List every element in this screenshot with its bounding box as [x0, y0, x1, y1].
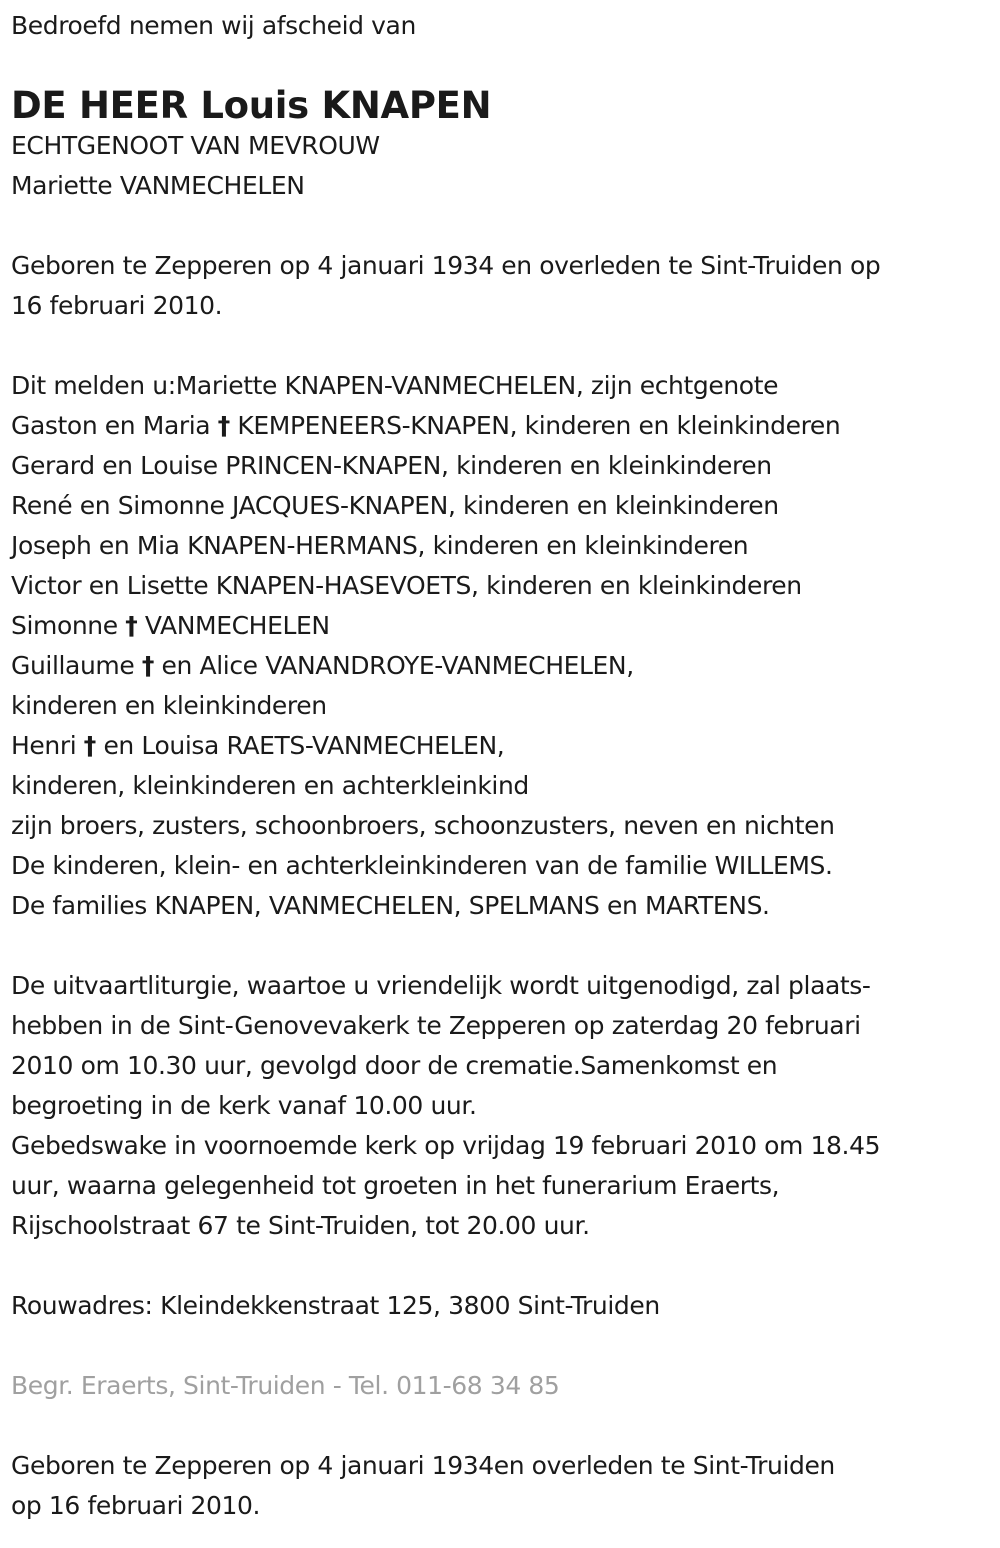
family-text: en Louisa RAETS-VANMECHELEN,: [95, 731, 505, 760]
family-text: Gaston en Maria: [11, 411, 218, 440]
family-text: VANMECHELEN: [137, 611, 330, 640]
family-line: Dit melden u:Mariette KNAPEN-VANMECHELEN, zijn echtgenote: [11, 371, 779, 400]
deceased-name: DE HEER Louis KNAPEN: [11, 84, 492, 127]
family-text: Henri: [11, 731, 84, 760]
family-line: [11, 606, 986, 646]
family-line: kinderen, kleinkinderen en achterkleinkind: [11, 771, 529, 800]
family-text: en Alice VANANDROYE-VANMECHELEN,: [154, 651, 634, 680]
obituary-notice: [11, 6, 986, 1526]
funeral-line: 2010 om 10.30 uur, gevolgd door de crematie.Samenkomst en: [11, 1051, 778, 1080]
family-line: Gerard en Louise PRINCEN-KNAPEN, kinderen en kleinkinderen: [11, 451, 772, 480]
family-text: Guillaume: [11, 651, 142, 680]
spacer: [11, 46, 986, 86]
spacer: [11, 326, 986, 366]
birth-death-line-1: Geboren te Zepperen op 4 januari 1934 en overleden te Sint-Truiden op: [11, 251, 881, 280]
funeral-line: uur, waarna gelegenheid tot groeten in het funerarium Eraerts,: [11, 1171, 780, 1200]
family-line: René en Simonne JACQUES-KNAPEN, kinderen en kleinkinderen: [11, 491, 779, 520]
cross-icon: †: [125, 611, 138, 640]
family-line: [11, 726, 986, 766]
mourning-address: Rouwadres: Kleindekkenstraat 125, 3800 Sint-Truiden: [11, 1291, 660, 1320]
spacer: [11, 1326, 986, 1366]
footer-birth-death-line-1: Geboren te Zepperen op 4 januari 1934en overleden te Sint-Truiden: [11, 1451, 835, 1480]
family-line: Victor en Lisette KNAPEN-HASEVOETS, kinderen en kleinkinderen: [11, 571, 802, 600]
spouse-line-2: Mariette VANMECHELEN: [11, 171, 305, 200]
spacer: [11, 1406, 986, 1446]
funeral-line: begroeting in de kerk vanaf 10.00 uur.: [11, 1091, 477, 1120]
birth-death-line-2: 16 februari 2010.: [11, 291, 223, 320]
spouse-line-1: ECHTGENOOT VAN MEVROUW: [11, 131, 380, 160]
spacer: [11, 926, 986, 966]
intro-text: Bedroefd nemen wij afscheid van: [11, 11, 416, 40]
cross-icon: †: [83, 731, 96, 760]
undertaker-info: Begr. Eraerts, Sint-Truiden - Tel. 011-68 34 85: [11, 1371, 560, 1400]
family-line: [11, 406, 986, 446]
footer-birth-death-line-2: op 16 februari 2010.: [11, 1491, 261, 1520]
family-line: zijn broers, zusters, schoonbroers, schoonzusters, neven en nichten: [11, 811, 835, 840]
spacer: [11, 206, 986, 246]
spacer: [11, 1246, 986, 1286]
family-line: [11, 646, 986, 686]
family-text: KEMPENEERS-KNAPEN, kinderen en kleinkinderen: [229, 411, 841, 440]
cross-icon: †: [141, 651, 155, 680]
funeral-line: Rijschoolstraat 67 te Sint-Truiden, tot 20.00 uur.: [11, 1211, 590, 1240]
family-line: Joseph en Mia KNAPEN-HERMANS, kinderen en kleinkinderen: [11, 531, 749, 560]
funeral-line: Gebedswake in voornoemde kerk op vrijdag 19 februari 2010 om 18.45: [11, 1131, 881, 1160]
family-line: De kinderen, klein- en achterkleinkinderen van de familie WILLEMS.: [11, 851, 833, 880]
funeral-info: [11, 966, 986, 1246]
family-list: [11, 366, 986, 926]
cross-icon: †: [217, 411, 230, 440]
funeral-line: De uitvaartliturgie, waartoe u vriendelijk wordt uitgenodigd, zal plaats-: [11, 971, 871, 1000]
family-text: Simonne: [11, 611, 126, 640]
family-line: De families KNAPEN, VANMECHELEN, SPELMANS en MARTENS.: [11, 891, 770, 920]
family-line: kinderen en kleinkinderen: [11, 691, 327, 720]
funeral-line: hebben in de Sint-Genovevakerk te Zepperen op zaterdag 20 februari: [11, 1011, 861, 1040]
